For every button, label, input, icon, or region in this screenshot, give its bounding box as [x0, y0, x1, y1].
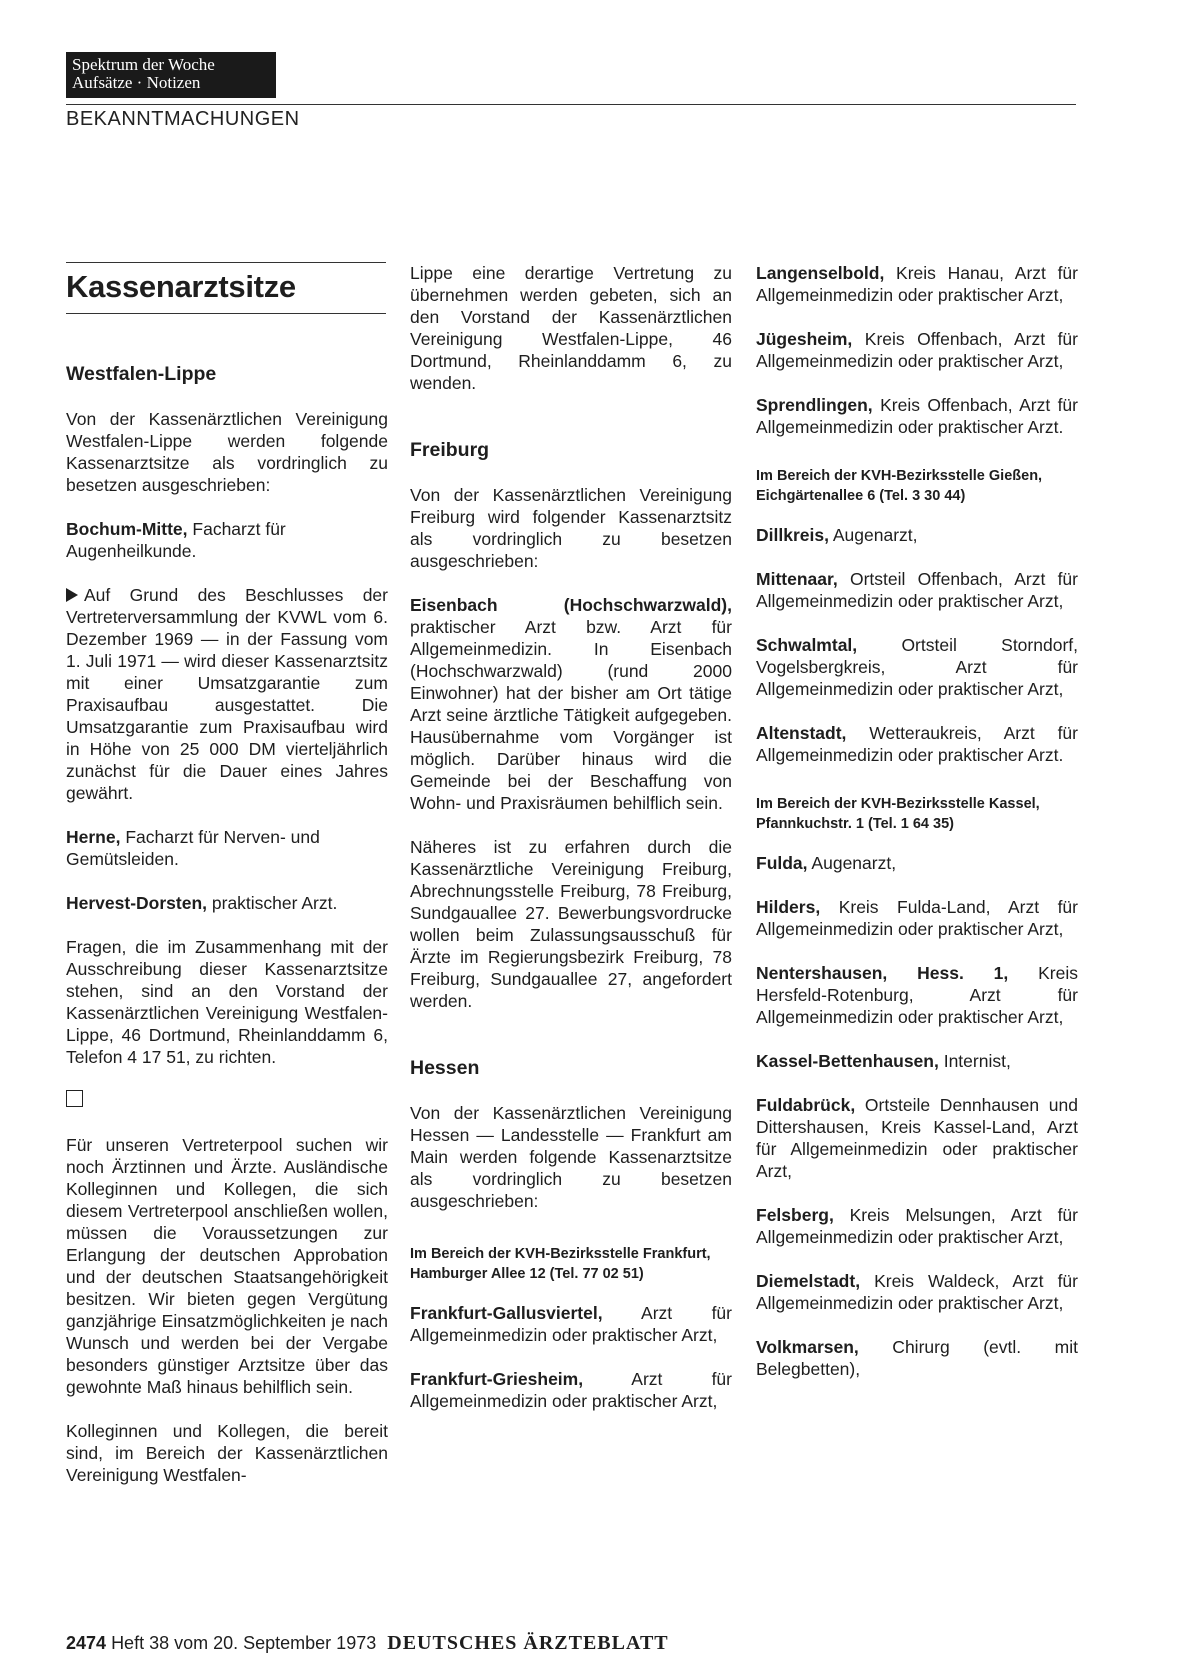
- listing-entry: [756, 1204, 1078, 1248]
- listing-place: Volkmarsen,: [756, 1337, 859, 1357]
- listing-desc: Ortsteile Dennhausen und Dittershausen, Kreis Kassel-Land, Arzt für Allgemeinmedizin oder praktischer Arzt,: [756, 1095, 1078, 1181]
- listing-entry: [756, 722, 1078, 766]
- listing-place: Hilders,: [756, 897, 821, 917]
- listing-entry: [756, 1050, 1078, 1072]
- listing-desc: Kreis Melsungen, Arzt für Allgemeinmedizin oder praktischer Arzt,: [756, 1205, 1078, 1247]
- paragraph: Kolleginnen und Kollegen, die bereit sind, im Bereich der Kassenärztlichen Vereinigung Westfalen-: [66, 1421, 388, 1485]
- heading-hessen: Hessen: [410, 1057, 480, 1079]
- listing-entry: [756, 962, 1078, 1028]
- masthead: [66, 52, 276, 98]
- listing-place: Fuldabrück,: [756, 1095, 856, 1115]
- listing-place: Eisenbach (Hochschwarzwald),: [410, 595, 732, 615]
- listing-desc: Wetteraukreis, Arzt für Allgemeinmedizin oder praktischer Arzt.: [756, 723, 1078, 765]
- listing-entry: [756, 896, 1078, 940]
- column-3: [756, 262, 1078, 1402]
- note-text: Auf Grund des Beschlusses der Vertreterversammlung der KVWL vom 6. Dezember 1969 — in der Fassung vom 1. Juli 1971 — wird dieser Kassenarztsitz mit einer Umsatzgarantie zum Praxisaufbau ausgestattet. Die Umsatzgarantie zum Praxisaufbau wird in Höhe von 25 000 DM vierteljährlich zunächst für die Dauer eines Jahres gewährt.: [66, 585, 388, 803]
- listing-desc: Kreis Hanau, Arzt für Allgemeinmedizin oder praktischer Arzt,: [756, 263, 1078, 305]
- listing-place: Felsberg,: [756, 1205, 834, 1225]
- journal-name: DEUTSCHES ÄRZTEBLATT: [387, 1632, 669, 1654]
- listing-entry: [410, 594, 732, 814]
- listing-desc: Augenarzt,: [828, 525, 918, 545]
- listing-entry: [756, 524, 1078, 546]
- listing-place: Herne,: [66, 827, 121, 847]
- paragraph: Näheres ist zu erfahren durch die Kassenärztliche Vereinigung Freiburg, Abrechnungsstelle Freiburg, 78 Freiburg, Sundgauallee 27. Bewerbungsvordrucke wollen beim Zulassungsausschuß für Ärzte im Regierungsbezirk Freiburg, 78 Freiburg, Sundgauallee 27, angefordert werden.: [410, 837, 732, 1011]
- listing-entry: [756, 394, 1078, 438]
- masthead-line-2: Aufsätze · Notizen: [72, 73, 201, 92]
- listing-place: Schwalmtal,: [756, 635, 858, 655]
- header-rule: [66, 104, 1076, 105]
- listing-desc: Arzt für Allgemeinmedizin oder praktischer Arzt,: [410, 1303, 732, 1345]
- title-rule-top: [66, 262, 386, 263]
- paragraph: Fragen, die im Zusammenhang mit der Ausschreibung dieser Kassenarztsitze stehen, sind an den Vorstand der Kassenärztlichen Vereinigung Westfalen-Lippe, 46 Dortmund, Rheinlanddamm 6, Telefon 4 17 51, zu richten.: [66, 937, 388, 1067]
- listing-desc: Internist,: [938, 1051, 1011, 1071]
- listing-entry: [756, 568, 1078, 612]
- section-label: BEKANNTMACHUNGEN: [66, 108, 300, 130]
- listing-entry: [410, 1368, 732, 1412]
- listing-desc: Kreis Fulda-Land, Arzt für Allgemeinmedizin oder praktischer Arzt,: [756, 897, 1078, 939]
- listing-entry: [756, 1270, 1078, 1314]
- listing-place: Jügesheim,: [756, 329, 853, 349]
- listing-entry: [756, 1336, 1078, 1380]
- issue-info: Heft 38 vom 20. September 1973: [111, 1633, 377, 1653]
- listing-entry: [756, 328, 1078, 372]
- paragraph: Für unseren Vertreterpool suchen wir noch Ärztinnen und Ärzte. Ausländische Kolleginnen und Kollegen, die sich diesem Vertreterpool anschließen wollen, müssen die Voraussetzungen zur Erlangung der deutschen Approbation und der deutschen Staatsangehörigkeit besitzen. Wir bieten gegen Vergütung ganzjährige Einsatzmöglichkeiten je nach Wunsch und werden bei der Vergabe besonders günstiger Arztsitze über das gewohnte Maß hinaus behilflich sein.: [66, 1135, 388, 1397]
- listing-desc: praktischer Arzt.: [207, 893, 338, 913]
- listing-entry: [66, 826, 388, 870]
- separator-box: [66, 1090, 388, 1112]
- listing-place: Dillkreis,: [756, 525, 829, 545]
- masthead-line-1: Spektrum der Woche: [72, 55, 215, 74]
- heading-westfalen-lippe: Westfalen-Lippe: [66, 363, 217, 385]
- page-title: Kassenarztsitze: [66, 269, 296, 304]
- listing-entry: [756, 852, 1078, 874]
- listing-place: Fulda,: [756, 853, 808, 873]
- listing-desc: Chirurg (evtl. mit Belegbetten),: [756, 1337, 1078, 1379]
- subheading-giessen: Im Bereich der KVH-Bezirksstelle Gießen, Eichgärtenallee 6 (Tel. 3 30 44): [756, 468, 1043, 504]
- listing-place: Frankfurt-Griesheim,: [410, 1369, 584, 1389]
- listing-desc: Ortsteil Offenbach, Arzt für Allgemeinmedizin oder praktischer Arzt,: [756, 569, 1078, 611]
- listing-desc: praktischer Arzt bzw. Arzt für Allgemeinmedizin. In Eisenbach (Hochschwarzwald) (rund 2000 Einwohner) hat der bisher am Ort tätige Arzt seine ärztliche Tätigkeit aufgegeben. Hausübernahme vom Vorgänger ist möglich. Darüber hinaus wird die Gemeinde bei der Beschaffung von Wohn- und Praxisräumen behilflich sein.: [410, 617, 732, 813]
- listing-entry: [756, 262, 1078, 306]
- column-1: [66, 262, 388, 1508]
- heading-freiburg: Freiburg: [410, 439, 490, 461]
- listing-place: Mittenaar,: [756, 569, 838, 589]
- subheading-frankfurt: Im Bereich der KVH-Bezirksstelle Frankfurt, Hamburger Allee 12 (Tel. 77 02 51): [410, 1246, 711, 1282]
- paragraph-note: [66, 584, 388, 804]
- title-rule-bottom: [66, 313, 386, 314]
- arrow-icon: [66, 588, 78, 602]
- listing-entry: [410, 1302, 732, 1346]
- listing-entry: [66, 892, 388, 914]
- page-number: 2474: [66, 1633, 107, 1653]
- listing-place: Hervest-Dorsten,: [66, 893, 208, 913]
- subheading-kassel: Im Bereich der KVH-Bezirksstelle Kassel, Pfannkuchstr. 1 (Tel. 1 64 35): [756, 796, 1040, 832]
- paragraph: Lippe eine derartige Vertretung zu übernehmen werden gebeten, sich an den Vorstand der Kassenärztlichen Vereinigung Westfalen-Lippe, 46 Dortmund, Rheinlanddamm 6, zu wenden.: [410, 263, 732, 393]
- listing-desc: Facharzt für Augenheilkunde.: [66, 519, 286, 561]
- paragraph: Von der Kassenärztlichen Vereinigung Hessen — Landesstelle — Frankfurt am Main werden folgende Kassenarztsitze als vordringlich zu besetzen ausgeschrieben:: [410, 1103, 732, 1211]
- listing-entry: [756, 634, 1078, 700]
- listing-place: Diemelstadt,: [756, 1271, 861, 1291]
- listing-entry: [66, 518, 388, 562]
- column-2: [410, 262, 732, 1434]
- listing-place: Sprendlingen,: [756, 395, 873, 415]
- paragraph: Von der Kassenärztlichen Vereinigung Freiburg wird folgender Kassenarztsitz als vordringlich zu besetzen ausgeschrieben:: [410, 485, 732, 571]
- listing-desc: Ortsteil Storndorf, Vogelsbergkreis, Arzt für Allgemeinmedizin oder praktischer Arzt,: [756, 635, 1078, 699]
- listing-place: Bochum-Mitte,: [66, 519, 188, 539]
- listing-place: Langenselbold,: [756, 263, 885, 283]
- listing-place: Frankfurt-Gallusviertel,: [410, 1303, 603, 1323]
- listing-place: Altenstadt,: [756, 723, 847, 743]
- listing-place: Kassel-Bettenhausen,: [756, 1051, 939, 1071]
- square-icon: [66, 1090, 83, 1107]
- listing-desc: Facharzt für Nerven- und Gemütsleiden.: [66, 827, 320, 869]
- paragraph: Von der Kassenärztlichen Vereinigung Westfalen-Lippe werden folgende Kassenarztsitze als vordringlich zu besetzen ausgeschrieben:: [66, 409, 388, 495]
- page-footer: [66, 1632, 669, 1655]
- listing-desc: Kreis Hersfeld-Rotenburg, Arzt für Allgemeinmedizin oder praktischer Arzt,: [756, 963, 1078, 1027]
- listing-desc: Arzt für Allgemeinmedizin oder praktischer Arzt,: [410, 1369, 732, 1411]
- listing-desc: Kreis Offenbach, Arzt für Allgemeinmedizin oder praktischer Arzt.: [756, 395, 1078, 437]
- listing-entry: [756, 1094, 1078, 1182]
- listing-desc: Kreis Waldeck, Arzt für Allgemeinmedizin oder praktischer Arzt,: [756, 1271, 1078, 1313]
- listing-desc: Kreis Offenbach, Arzt für Allgemeinmedizin oder praktischer Arzt,: [756, 329, 1078, 371]
- listing-place: Nentershausen, Hess. 1,: [756, 963, 1009, 983]
- listing-desc: Augenarzt,: [807, 853, 897, 873]
